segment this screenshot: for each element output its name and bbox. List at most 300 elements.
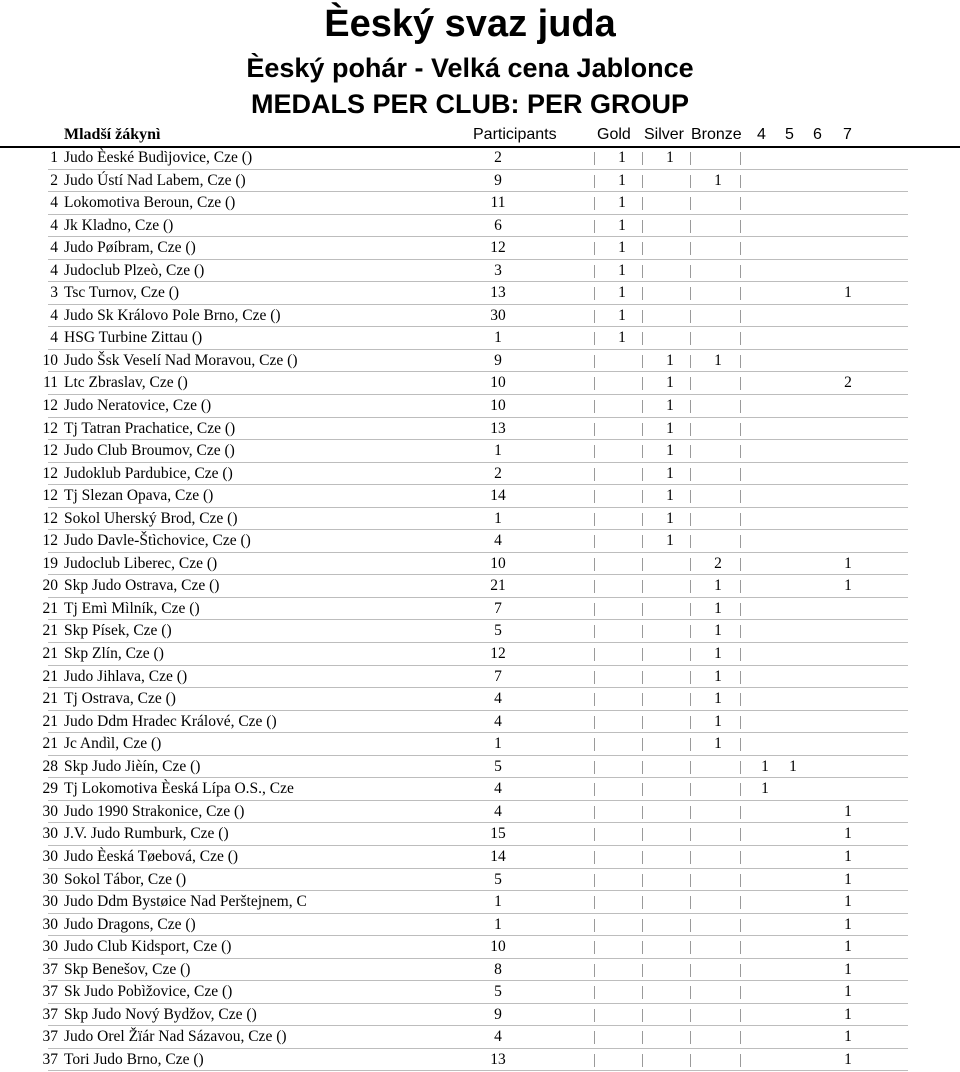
rank-cell: 12: [42, 419, 58, 437]
column-divider: [740, 738, 741, 751]
column-divider: [642, 625, 643, 638]
column-divider: [740, 535, 741, 548]
place-7-header: 7: [843, 126, 852, 143]
column-divider: [690, 400, 691, 413]
column-divider: [642, 1009, 643, 1022]
column-divider: [642, 941, 643, 954]
column-divider: [740, 445, 741, 458]
column-divider: [642, 580, 643, 593]
participants-cell: 10: [490, 374, 506, 392]
column-divider: [740, 580, 741, 593]
column-divider: [642, 964, 643, 977]
column-divider: [594, 806, 595, 819]
table-row: [0, 440, 960, 463]
column-divider: [594, 693, 595, 706]
column-divider: [642, 423, 643, 436]
table-row: [0, 192, 960, 215]
participants-cell: 4: [494, 802, 502, 820]
table-row: [0, 936, 960, 959]
table-row: [0, 282, 960, 305]
column-divider: [594, 986, 595, 999]
participants-cell: 9: [494, 351, 502, 369]
table-row: [0, 395, 960, 418]
place-7-cell: 1: [844, 1005, 852, 1023]
column-divider: [740, 851, 741, 864]
column-divider: [690, 197, 691, 210]
federation-title: Èeský svaz juda: [324, 3, 616, 45]
column-divider: [594, 738, 595, 751]
rank-cell: 30: [42, 915, 58, 933]
gold-cell: 1: [618, 216, 626, 234]
place-5-cell: 1: [789, 757, 797, 775]
rank-cell: 21: [42, 667, 58, 685]
column-divider: [690, 423, 691, 436]
column-divider: [690, 558, 691, 571]
rank-cell: 3: [50, 284, 58, 302]
column-divider: [642, 468, 643, 481]
column-divider: [642, 445, 643, 458]
column-divider: [690, 355, 691, 368]
table-row: [0, 981, 960, 1004]
participants-cell: 1: [494, 329, 502, 347]
column-divider: [594, 377, 595, 390]
table-row: [0, 801, 960, 824]
column-divider: [642, 310, 643, 323]
column-divider: [740, 964, 741, 977]
club-name-cell: Judo Dragons, Cze (): [64, 915, 196, 933]
table-row: [0, 305, 960, 328]
rank-cell: 30: [42, 802, 58, 820]
bronze-cell: 1: [714, 690, 722, 708]
table-row: [0, 1026, 960, 1049]
table-row: [0, 846, 960, 869]
column-divider: [740, 648, 741, 661]
club-name-cell: Tsc Turnov, Cze (): [64, 284, 180, 302]
column-divider: [642, 265, 643, 278]
column-divider: [740, 1054, 741, 1067]
club-name-cell: Tj Ostrava, Cze (): [64, 690, 176, 708]
column-divider: [690, 287, 691, 300]
table-row: [0, 891, 960, 914]
column-divider: [690, 242, 691, 255]
club-name-cell: Judo Ddm Hradec Králové, Cze (): [64, 712, 277, 730]
column-divider: [690, 941, 691, 954]
column-divider: [690, 693, 691, 706]
column-divider: [594, 1009, 595, 1022]
table-row: [0, 711, 960, 734]
column-divider: [690, 1009, 691, 1022]
table-row: [0, 823, 960, 846]
column-divider: [594, 310, 595, 323]
column-divider: [642, 761, 643, 774]
column-divider: [740, 197, 741, 210]
participants-cell: 10: [490, 938, 506, 956]
column-divider: [690, 851, 691, 864]
column-divider: [690, 964, 691, 977]
place-5-header: 5: [785, 126, 794, 143]
column-divider: [740, 1009, 741, 1022]
club-name-cell: Lokomotiva Beroun, Cze (): [64, 194, 236, 212]
rank-cell: 11: [43, 374, 58, 392]
table-row: [0, 350, 960, 373]
participants-cell: 13: [490, 284, 506, 302]
club-name-cell: Skp Písek, Cze (): [64, 622, 172, 640]
column-divider: [594, 513, 595, 526]
column-divider: [740, 806, 741, 819]
club-name-cell: Skp Judo Ostrava, Cze (): [64, 577, 220, 595]
column-divider: [642, 152, 643, 165]
club-name-cell: Sk Judo Pobìžovice, Cze (): [64, 983, 233, 1001]
column-divider: [642, 671, 643, 684]
column-divider: [642, 828, 643, 841]
column-divider: [642, 535, 643, 548]
column-divider: [594, 535, 595, 548]
column-divider: [740, 941, 741, 954]
bronze-cell: 1: [714, 735, 722, 753]
column-divider: [594, 896, 595, 909]
column-divider: [690, 896, 691, 909]
club-name-cell: Skp Benešov, Cze (): [64, 960, 191, 978]
club-name-cell: Judo 1990 Strakonice, Cze (): [64, 802, 245, 820]
column-divider: [740, 242, 741, 255]
table-row: [0, 1004, 960, 1027]
club-name-cell: Jk Kladno, Cze (): [64, 216, 174, 234]
column-divider: [740, 400, 741, 413]
column-divider: [740, 716, 741, 729]
column-divider: [690, 986, 691, 999]
column-divider: [642, 332, 643, 345]
place-6-header: 6: [813, 126, 822, 143]
column-divider: [642, 175, 643, 188]
participants-header: Participants: [473, 126, 557, 143]
rank-cell: 4: [50, 216, 58, 234]
column-divider: [594, 265, 595, 278]
column-divider: [690, 377, 691, 390]
club-name-cell: Judo Ddm Bystøice Nad Perštejnem, C: [64, 893, 307, 911]
column-divider: [690, 152, 691, 165]
table-row: [0, 914, 960, 937]
participants-cell: 1: [494, 915, 502, 933]
column-divider: [642, 693, 643, 706]
participants-cell: 4: [494, 780, 502, 798]
column-divider: [740, 332, 741, 345]
club-name-cell: Judo Club Broumov, Cze (): [64, 442, 235, 460]
rank-cell: 12: [42, 487, 58, 505]
column-divider: [594, 828, 595, 841]
club-name-cell: HSG Turbine Zittau (): [64, 329, 203, 347]
bronze-cell: 1: [714, 667, 722, 685]
rank-cell: 12: [42, 442, 58, 460]
rank-cell: 30: [42, 825, 58, 843]
gold-cell: 1: [618, 284, 626, 302]
column-divider: [594, 490, 595, 503]
club-name-cell: Judoclub Plzeò, Cze (): [64, 261, 205, 279]
place-7-cell: 1: [844, 893, 852, 911]
column-divider: [594, 175, 595, 188]
table-row: [0, 598, 960, 621]
rank-cell: 20: [42, 577, 58, 595]
participants-cell: 4: [494, 532, 502, 550]
rank-cell: 4: [50, 194, 58, 212]
table-row: [0, 553, 960, 576]
club-name-cell: Judo Club Kidsport, Cze (): [64, 938, 232, 956]
column-divider: [594, 468, 595, 481]
silver-cell: 1: [666, 419, 674, 437]
column-divider: [690, 783, 691, 796]
column-divider: [690, 265, 691, 278]
column-divider: [594, 355, 595, 368]
bronze-cell: 1: [714, 712, 722, 730]
rank-cell: 2: [50, 171, 58, 189]
rank-cell: 12: [42, 509, 58, 527]
column-divider: [690, 716, 691, 729]
column-divider: [740, 377, 741, 390]
rank-cell: 21: [42, 645, 58, 663]
column-divider: [642, 783, 643, 796]
rank-cell: 37: [42, 1050, 58, 1068]
competition-title: Èeský pohár - Velká cena Jablonce: [246, 53, 694, 83]
place-4-cell: 1: [761, 780, 769, 798]
table-row: [0, 688, 960, 711]
column-divider: [740, 828, 741, 841]
place-7-cell: 1: [844, 870, 852, 888]
column-divider: [594, 400, 595, 413]
gold-cell: 1: [618, 171, 626, 189]
club-name-cell: Judo Orel Žïár Nad Sázavou, Cze (): [64, 1028, 287, 1046]
rank-cell: 30: [42, 893, 58, 911]
place-7-cell: 1: [844, 915, 852, 933]
silver-header: Silver: [644, 126, 685, 143]
participants-cell: 13: [490, 419, 506, 437]
participants-cell: 21: [490, 577, 506, 595]
rank-cell: 29: [42, 780, 58, 798]
column-divider: [690, 445, 691, 458]
rank-cell: 4: [50, 306, 58, 324]
club-name-cell: Skp Judo Jièín, Cze (): [64, 757, 201, 775]
rank-cell: 4: [50, 329, 58, 347]
rank-cell: 21: [42, 690, 58, 708]
participants-cell: 1: [494, 509, 502, 527]
column-divider: [740, 468, 741, 481]
group-name-header: Mladší žákynì: [64, 126, 161, 143]
gold-cell: 1: [618, 306, 626, 324]
column-divider: [642, 919, 643, 932]
column-divider: [740, 287, 741, 300]
silver-cell: 1: [666, 464, 674, 482]
participants-cell: 1: [494, 735, 502, 753]
column-divider: [642, 738, 643, 751]
club-name-cell: Judo Davle-Štìchovice, Cze (): [64, 532, 251, 550]
participants-cell: 1: [494, 893, 502, 911]
column-divider: [594, 941, 595, 954]
place-7-cell: 1: [844, 825, 852, 843]
column-divider: [594, 332, 595, 345]
rank-cell: 12: [42, 532, 58, 550]
gold-cell: 1: [618, 329, 626, 347]
column-divider: [740, 625, 741, 638]
silver-cell: 1: [666, 351, 674, 369]
rank-cell: 37: [42, 983, 58, 1001]
column-divider: [594, 603, 595, 616]
club-name-cell: Judoklub Pardubice, Cze (): [64, 464, 233, 482]
rank-cell: 21: [42, 599, 58, 617]
column-divider: [690, 828, 691, 841]
table-row: [0, 327, 960, 350]
column-divider: [594, 220, 595, 233]
club-name-cell: Judo Ústí Nad Labem, Cze (): [64, 171, 246, 189]
column-divider: [690, 738, 691, 751]
club-name-cell: J.V. Judo Rumburk, Cze (): [64, 825, 229, 843]
column-divider: [740, 986, 741, 999]
column-divider: [642, 197, 643, 210]
bronze-cell: 1: [714, 351, 722, 369]
bronze-cell: 1: [714, 599, 722, 617]
silver-cell: 1: [666, 442, 674, 460]
column-divider: [740, 603, 741, 616]
column-divider: [594, 287, 595, 300]
place-7-cell: 1: [844, 983, 852, 1001]
column-divider: [690, 490, 691, 503]
column-divider: [690, 535, 691, 548]
column-divider: [740, 265, 741, 278]
participants-cell: 8: [494, 960, 502, 978]
place-7-cell: 1: [844, 802, 852, 820]
column-divider: [690, 332, 691, 345]
column-divider: [690, 1054, 691, 1067]
place-7-cell: 1: [844, 1050, 852, 1068]
table-row: [0, 643, 960, 666]
place-7-cell: 1: [844, 1028, 852, 1046]
participants-cell: 5: [494, 983, 502, 1001]
column-divider: [642, 874, 643, 887]
table-row: [0, 575, 960, 598]
column-divider: [740, 175, 741, 188]
club-name-cell: Tori Judo Brno, Cze (): [64, 1050, 204, 1068]
place-7-cell: 1: [844, 960, 852, 978]
rank-cell: 37: [42, 1005, 58, 1023]
club-name-cell: Judo Èeská Tøebová, Cze (): [64, 847, 239, 865]
participants-cell: 5: [494, 622, 502, 640]
column-divider: [642, 355, 643, 368]
silver-cell: 1: [666, 374, 674, 392]
participants-cell: 12: [490, 645, 506, 663]
column-divider: [594, 423, 595, 436]
rank-cell: 12: [42, 464, 58, 482]
column-divider: [740, 220, 741, 233]
participants-cell: 10: [490, 554, 506, 572]
column-divider: [642, 986, 643, 999]
rank-cell: 21: [42, 622, 58, 640]
medals-table: [0, 147, 960, 1071]
column-divider: [642, 490, 643, 503]
rank-cell: 12: [42, 397, 58, 415]
bronze-cell: 1: [714, 171, 722, 189]
club-name-cell: Judo Šsk Veselí Nad Moravou, Cze (): [64, 351, 298, 369]
participants-cell: 9: [494, 171, 502, 189]
place-7-cell: 1: [844, 554, 852, 572]
participants-cell: 4: [494, 712, 502, 730]
club-name-cell: Tj Tatran Prachatice, Cze (): [64, 419, 236, 437]
participants-cell: 30: [490, 306, 506, 324]
club-name-cell: Judo Sk Královo Pole Brno, Cze (): [64, 306, 281, 324]
column-divider: [594, 964, 595, 977]
column-divider: [642, 377, 643, 390]
column-divider: [740, 919, 741, 932]
column-divider: [690, 874, 691, 887]
participants-cell: 2: [494, 464, 502, 482]
table-row: [0, 530, 960, 553]
table-row: [0, 485, 960, 508]
column-divider: [740, 423, 741, 436]
column-divider: [594, 1031, 595, 1044]
club-name-cell: Jc Andìl, Cze (): [64, 735, 162, 753]
club-name-cell: Tj Lokomotiva Èeská Lípa O.S., Cze: [64, 780, 294, 798]
column-divider: [690, 220, 691, 233]
club-name-cell: Sokol Tábor, Cze (): [64, 870, 187, 888]
column-divider: [594, 783, 595, 796]
bronze-cell: 1: [714, 645, 722, 663]
participants-cell: 4: [494, 1028, 502, 1046]
silver-cell: 1: [666, 532, 674, 550]
gold-cell: 1: [618, 149, 626, 166]
silver-cell: 1: [666, 149, 674, 166]
column-divider: [594, 919, 595, 932]
column-divider: [740, 310, 741, 323]
column-divider: [642, 513, 643, 526]
column-divider: [642, 1031, 643, 1044]
column-divider: [740, 355, 741, 368]
gold-cell: 1: [618, 261, 626, 279]
column-divider: [594, 851, 595, 864]
table-row: [0, 147, 960, 170]
column-divider: [740, 152, 741, 165]
column-divider: [594, 761, 595, 774]
report-title: MEDALS PER CLUB: PER GROUP: [250, 89, 690, 119]
column-divider: [740, 896, 741, 909]
club-name-cell: Ltc Zbraslav, Cze (): [64, 374, 188, 392]
column-divider: [690, 648, 691, 661]
table-row: [0, 869, 960, 892]
table-row: [0, 666, 960, 689]
column-divider: [740, 1031, 741, 1044]
rank-cell: 28: [42, 757, 58, 775]
table-row: [0, 1049, 960, 1072]
place-7-cell: 1: [844, 938, 852, 956]
column-divider: [642, 242, 643, 255]
table-row: [0, 733, 960, 756]
silver-cell: 1: [666, 487, 674, 505]
column-divider: [690, 175, 691, 188]
participants-cell: 3: [494, 261, 502, 279]
rank-cell: 37: [42, 1028, 58, 1046]
column-divider: [690, 513, 691, 526]
column-divider: [594, 625, 595, 638]
club-name-cell: Tj Emì Mìlník, Cze (): [64, 599, 200, 617]
bronze-cell: 1: [714, 622, 722, 640]
participants-cell: 1: [494, 442, 502, 460]
participants-cell: 4: [494, 690, 502, 708]
club-name-cell: Skp Judo Nový Bydžov, Cze (): [64, 1005, 257, 1023]
column-divider: [690, 603, 691, 616]
place-7-cell: 2: [844, 374, 852, 392]
place-7-cell: 1: [844, 577, 852, 595]
club-name-cell: Judo Jihlava, Cze (): [64, 667, 188, 685]
column-divider: [740, 513, 741, 526]
participants-cell: 11: [490, 194, 506, 212]
column-divider: [594, 152, 595, 165]
column-divider: [642, 287, 643, 300]
club-name-cell: Judo Neratovice, Cze (): [64, 397, 212, 415]
